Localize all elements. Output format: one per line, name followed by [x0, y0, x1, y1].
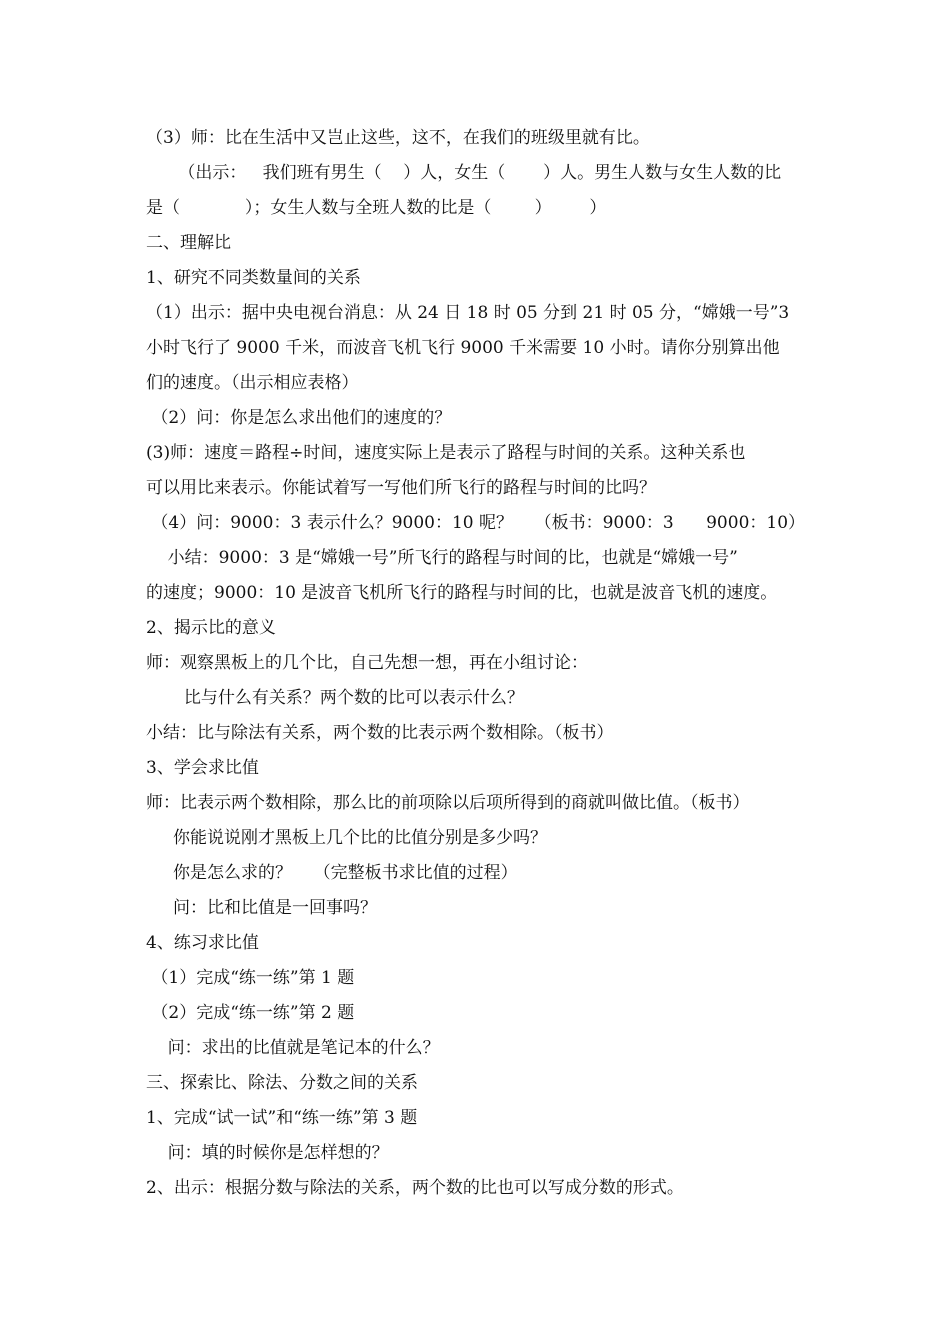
subheading-3: 3、学会求比值 — [146, 758, 259, 778]
text-line-9: （2）问：你是怎么求出他们的速度的？ — [146, 408, 452, 428]
text-line-22: 你是怎么求的？ （完整板书求比值的过程） — [146, 863, 518, 883]
text-line-1: （3）师：比在生活中又岂止这些，这不，在我们的班级里就有比。 — [146, 128, 650, 148]
subheading-5: 1、完成“试一试”和“练一练”第 3 题 — [146, 1108, 418, 1128]
text-line-18: 小结：比与除法有关系，两个数的比表示两个数相除。（板书） — [146, 723, 614, 743]
text-line-11: 可以用比来表示。你能试着写一写他们所飞行的路程与时间的比吗？ — [146, 478, 656, 498]
text-line-21: 你能说说刚才黑板上几个比的比值分别是多少吗？ — [146, 828, 548, 848]
text-line-25: （1）完成“练一练”第 1 题 — [146, 968, 355, 988]
text-line-10: (3)师：速度＝路程÷时间，速度实际上是表示了路程与时间的关系。这种关系也 — [146, 443, 746, 463]
text-line-2: （出示： 我们班有男生（ ）人，女生（ ）人。男生人数与女生人数的比 — [146, 163, 782, 183]
text-line-8: 们的速度。（出示相应表格） — [146, 373, 359, 393]
subheading-2: 2、揭示比的意义 — [146, 618, 276, 638]
text-line-23: 问：比和比值是一回事吗？ — [146, 898, 378, 918]
text-line-6: （1）出示：据中央电视台消息：从 24 日 18 时 05 分到 21 时 05 分，“嫦娥一号”3 — [146, 303, 790, 323]
text-line-27: 问：求出的比值就是笔记本的什么？ — [146, 1038, 440, 1058]
subheading-1: 1、研究不同类数量间的关系 — [146, 268, 361, 288]
text-line-7: 小时飞行了 9000 千米，而波音飞机飞行 9000 千米需要 10 小时。请你分别算出他 — [146, 338, 780, 358]
text-line-16: 师：观察黑板上的几个比，自己先想一想，再在小组讨论： — [146, 653, 588, 673]
text-line-12: （4）问：9000：3 表示什么？9000：10 呢？ （板书：9000：3 9000：10） — [146, 513, 806, 533]
text-line-30: 问：填的时候你是怎样想的？ — [146, 1143, 389, 1163]
text-line-13: 小结：9000：3 是“嫦娥一号”所飞行的路程与时间的比，也就是“嫦娥一号” — [146, 548, 738, 568]
text-line-3: 是（ ）；女生人数与全班人数的比是（ ） ） — [146, 198, 607, 218]
text-line-20: 师：比表示两个数相除，那么比的前项除以后项所得到的商就叫做比值。（板书） — [146, 793, 750, 813]
subheading-6: 2、出示：根据分数与除法的关系，两个数的比也可以写成分数的形式。 — [146, 1178, 684, 1198]
section-heading-understand-ratio: 二、理解比 — [146, 233, 231, 253]
text-line-17: 比与什么有关系？两个数的比可以表示什么？ — [146, 688, 524, 708]
subheading-4: 4、练习求比值 — [146, 933, 259, 953]
section-heading-explore-relations: 三、探索比、除法、分数之间的关系 — [146, 1073, 418, 1093]
text-line-14: 的速度；9000：10 是波音飞机所飞行的路程与时间的比，也就是波音飞机的速度。 — [146, 583, 778, 603]
text-line-26: （2）完成“练一练”第 2 题 — [146, 1003, 355, 1023]
